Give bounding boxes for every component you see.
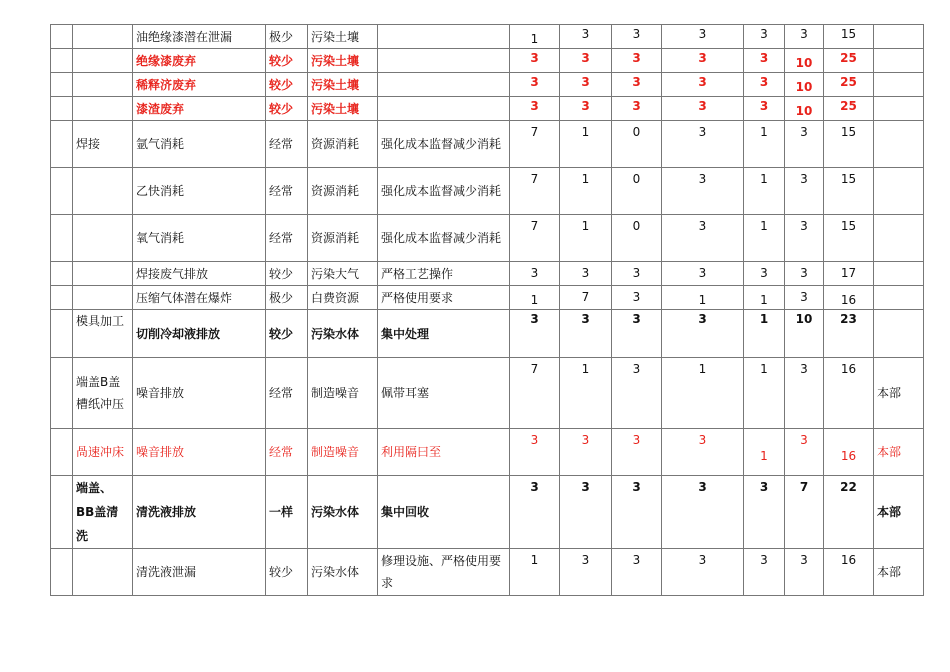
score-cell: 3 (744, 97, 785, 121)
score-cell: 3 (662, 49, 744, 73)
frequency-cell: 极少 (266, 286, 308, 310)
score-cell: 1 (560, 168, 612, 215)
measure-cell (378, 97, 510, 121)
score-cell: 1 (560, 215, 612, 262)
score-cell: 3 (662, 310, 744, 358)
aspect-cell: 焊接废气排放 (133, 262, 266, 286)
score-cell: 3 (612, 476, 662, 549)
frequency-cell: 极少 (266, 25, 308, 49)
score-cell: 3 (612, 358, 662, 429)
score-cell: 1 (662, 358, 744, 429)
frequency-cell: 一样 (266, 476, 308, 549)
process-cell: 端盖B盖槽纸冲压 (73, 358, 133, 429)
process-cell: 端盖、BB盖清洗 (73, 476, 133, 549)
table-cell (51, 476, 73, 549)
measure-cell: 集中回收 (378, 476, 510, 549)
impact-cell: 污染水体 (308, 549, 378, 596)
score-cell: 1 (662, 286, 744, 310)
impact-cell: 污染土壤 (308, 73, 378, 97)
score-cell: 3 (560, 310, 612, 358)
table-row (51, 49, 924, 73)
aspect-cell: 油绝缘漆潜在泄漏 (133, 25, 266, 49)
frequency-cell: 较少 (266, 97, 308, 121)
score-cell: 3 (612, 49, 662, 73)
table-cell (51, 215, 73, 262)
measure-cell: 修理设施、严格使用要求 (378, 549, 510, 596)
score-cell: 3 (560, 73, 612, 97)
total-cell: 25 (824, 97, 874, 121)
total-cell: 23 (824, 310, 874, 358)
measure-cell: 集中处理 (378, 310, 510, 358)
impact-cell: 制造噪音 (308, 429, 378, 476)
score-cell: 10 (785, 73, 824, 97)
department-cell (874, 286, 924, 310)
impact-cell: 污染大气 (308, 262, 378, 286)
score-cell: 3 (612, 25, 662, 49)
score-cell: 0 (612, 168, 662, 215)
impact-cell: 污染土壤 (308, 97, 378, 121)
score-cell: 7 (510, 215, 560, 262)
table-cell (51, 49, 73, 73)
process-cell: 咼速冲床 (73, 429, 133, 476)
score-cell: 3 (510, 262, 560, 286)
measure-cell: 强化成本监督减少消耗 (378, 121, 510, 168)
measure-cell (378, 49, 510, 73)
frequency-cell: 较少 (266, 549, 308, 596)
frequency-cell: 较少 (266, 73, 308, 97)
score-cell: 3 (662, 549, 744, 596)
total-cell: 17 (824, 262, 874, 286)
measure-cell: 利用隔曰至 (378, 429, 510, 476)
score-cell: 1 (744, 121, 785, 168)
table-row (51, 168, 924, 215)
table-row (51, 97, 924, 121)
score-cell: 1 (744, 429, 785, 476)
score-cell: 3 (662, 262, 744, 286)
department-cell: 本部 (874, 429, 924, 476)
impact-cell: 资源消耗 (308, 121, 378, 168)
department-cell (874, 73, 924, 97)
table-cell (73, 73, 133, 97)
aspect-cell: 切削冷却液排放 (133, 310, 266, 358)
measure-cell (378, 73, 510, 97)
score-cell: 10 (785, 97, 824, 121)
table-row (51, 429, 924, 476)
score-cell: 1 (744, 168, 785, 215)
frequency-cell: 较少 (266, 49, 308, 73)
score-cell: 3 (510, 73, 560, 97)
department-cell: 本部 (874, 476, 924, 549)
score-cell: 3 (560, 549, 612, 596)
frequency-cell: 较少 (266, 310, 308, 358)
score-cell: 1 (510, 549, 560, 596)
table-cell (51, 358, 73, 429)
score-cell: 3 (662, 97, 744, 121)
aspect-cell: 压缩气体潜在爆炸 (133, 286, 266, 310)
score-cell: 1 (560, 358, 612, 429)
total-cell: 15 (824, 215, 874, 262)
aspect-cell: 噪音排放 (133, 358, 266, 429)
total-cell: 25 (824, 49, 874, 73)
measure-cell: 严格使用要求 (378, 286, 510, 310)
total-cell: 16 (824, 358, 874, 429)
table-row (51, 310, 924, 358)
total-cell: 15 (824, 25, 874, 49)
process-cell (73, 168, 133, 215)
aspect-cell: 氧气消耗 (133, 215, 266, 262)
measure-cell: 严格工艺操作 (378, 262, 510, 286)
score-cell: 3 (560, 25, 612, 49)
impact-cell: 污染土壤 (308, 49, 378, 73)
score-cell: 0 (612, 121, 662, 168)
aspect-cell: 清洗液泄漏 (133, 549, 266, 596)
measure-cell: 强化成本监督减少消耗 (378, 168, 510, 215)
score-cell: 0 (612, 215, 662, 262)
score-cell: 3 (785, 25, 824, 49)
score-cell: 3 (662, 25, 744, 49)
total-cell: 22 (824, 476, 874, 549)
frequency-cell: 经常 (266, 121, 308, 168)
score-cell: 10 (785, 310, 824, 358)
score-cell: 1 (744, 310, 785, 358)
table-row (51, 121, 924, 168)
table-row (51, 262, 924, 286)
table-row (51, 73, 924, 97)
score-cell: 3 (612, 73, 662, 97)
impact-cell: 资源消耗 (308, 168, 378, 215)
score-cell: 1 (744, 215, 785, 262)
score-cell: 3 (560, 97, 612, 121)
score-cell: 3 (744, 476, 785, 549)
total-cell: 16 (824, 429, 874, 476)
table-cell (51, 97, 73, 121)
score-cell: 3 (662, 168, 744, 215)
score-cell: 3 (612, 549, 662, 596)
measure-cell (378, 25, 510, 49)
aspect-cell: 绝缘漆废弃 (133, 49, 266, 73)
total-cell: 16 (824, 549, 874, 596)
table-cell (51, 73, 73, 97)
score-cell: 3 (560, 49, 612, 73)
process-cell (73, 215, 133, 262)
process-cell (73, 549, 133, 596)
score-cell: 7 (785, 476, 824, 549)
table-row (51, 549, 924, 596)
department-cell (874, 97, 924, 121)
impact-cell: 资源消耗 (308, 215, 378, 262)
score-cell: 1 (510, 25, 560, 49)
score-cell: 3 (785, 262, 824, 286)
aspect-cell: 漆渣废弃 (133, 97, 266, 121)
department-cell (874, 121, 924, 168)
aspect-cell: 氩气消耗 (133, 121, 266, 168)
score-cell: 10 (785, 49, 824, 73)
frequency-cell: 经常 (266, 429, 308, 476)
score-cell: 7 (510, 121, 560, 168)
department-cell (874, 49, 924, 73)
table-cell (73, 49, 133, 73)
table-cell (51, 121, 73, 168)
score-cell: 7 (510, 168, 560, 215)
table-cell (51, 310, 73, 358)
score-cell: 3 (785, 121, 824, 168)
score-cell: 3 (560, 262, 612, 286)
measure-cell: 强化成本监督减少消耗 (378, 215, 510, 262)
score-cell: 3 (560, 429, 612, 476)
score-cell: 3 (785, 168, 824, 215)
score-cell: 3 (612, 286, 662, 310)
score-cell: 3 (785, 286, 824, 310)
score-cell: 3 (785, 549, 824, 596)
score-cell: 3 (662, 73, 744, 97)
aspect-cell: 乙快消耗 (133, 168, 266, 215)
department-cell (874, 262, 924, 286)
aspect-cell: 清洗液排放 (133, 476, 266, 549)
aspect-cell: 稀释济废弃 (133, 73, 266, 97)
frequency-cell: 经常 (266, 215, 308, 262)
score-cell: 3 (662, 215, 744, 262)
score-cell: 7 (560, 286, 612, 310)
score-cell: 1 (560, 121, 612, 168)
score-cell: 3 (662, 429, 744, 476)
table-cell (51, 286, 73, 310)
impact-cell: 制造噪音 (308, 358, 378, 429)
total-cell: 15 (824, 168, 874, 215)
frequency-cell: 较少 (266, 262, 308, 286)
measure-cell: 佩带耳塞 (378, 358, 510, 429)
department-cell (874, 215, 924, 262)
score-cell: 3 (744, 73, 785, 97)
table-row (51, 286, 924, 310)
aspect-cell: 噪音排放 (133, 429, 266, 476)
table-cell (51, 429, 73, 476)
score-cell: 3 (744, 549, 785, 596)
score-cell: 7 (510, 358, 560, 429)
table-cell (51, 549, 73, 596)
score-cell: 3 (510, 49, 560, 73)
table-row (51, 25, 924, 49)
score-cell: 3 (662, 121, 744, 168)
department-cell: 本部 (874, 358, 924, 429)
process-cell (73, 262, 133, 286)
department-cell (874, 25, 924, 49)
impact-cell: 污染土壤 (308, 25, 378, 49)
process-cell (73, 286, 133, 310)
department-cell: 本部 (874, 549, 924, 596)
score-cell: 3 (744, 25, 785, 49)
table-cell (73, 25, 133, 49)
score-cell: 3 (785, 429, 824, 476)
score-cell: 3 (612, 262, 662, 286)
score-cell: 3 (612, 429, 662, 476)
score-cell: 1 (510, 286, 560, 310)
impact-cell: 污染水体 (308, 476, 378, 549)
frequency-cell: 经常 (266, 358, 308, 429)
frequency-cell: 经常 (266, 168, 308, 215)
score-cell: 3 (662, 476, 744, 549)
score-cell: 3 (510, 97, 560, 121)
process-cell: 焊接 (73, 121, 133, 168)
impact-cell: 污染水体 (308, 310, 378, 358)
score-cell: 3 (785, 215, 824, 262)
table-cell (73, 97, 133, 121)
score-cell: 3 (560, 476, 612, 549)
impact-cell: 白费资源 (308, 286, 378, 310)
score-cell: 1 (744, 358, 785, 429)
table-row (51, 358, 924, 429)
score-cell: 3 (785, 358, 824, 429)
total-cell: 15 (824, 121, 874, 168)
table-row (51, 215, 924, 262)
department-cell (874, 168, 924, 215)
score-cell: 3 (744, 262, 785, 286)
process-cell: 模具加工 (73, 310, 133, 358)
score-cell: 3 (510, 476, 560, 549)
environmental-aspects-table (50, 24, 924, 596)
total-cell: 16 (824, 286, 874, 310)
score-cell: 3 (612, 310, 662, 358)
department-cell (874, 310, 924, 358)
table-cell (51, 25, 73, 49)
score-cell: 3 (612, 97, 662, 121)
score-cell: 1 (744, 286, 785, 310)
score-cell: 3 (744, 49, 785, 73)
total-cell: 25 (824, 73, 874, 97)
table-cell (51, 168, 73, 215)
score-cell: 3 (510, 310, 560, 358)
table-cell (51, 262, 73, 286)
table-row (51, 476, 924, 549)
score-cell: 3 (510, 429, 560, 476)
